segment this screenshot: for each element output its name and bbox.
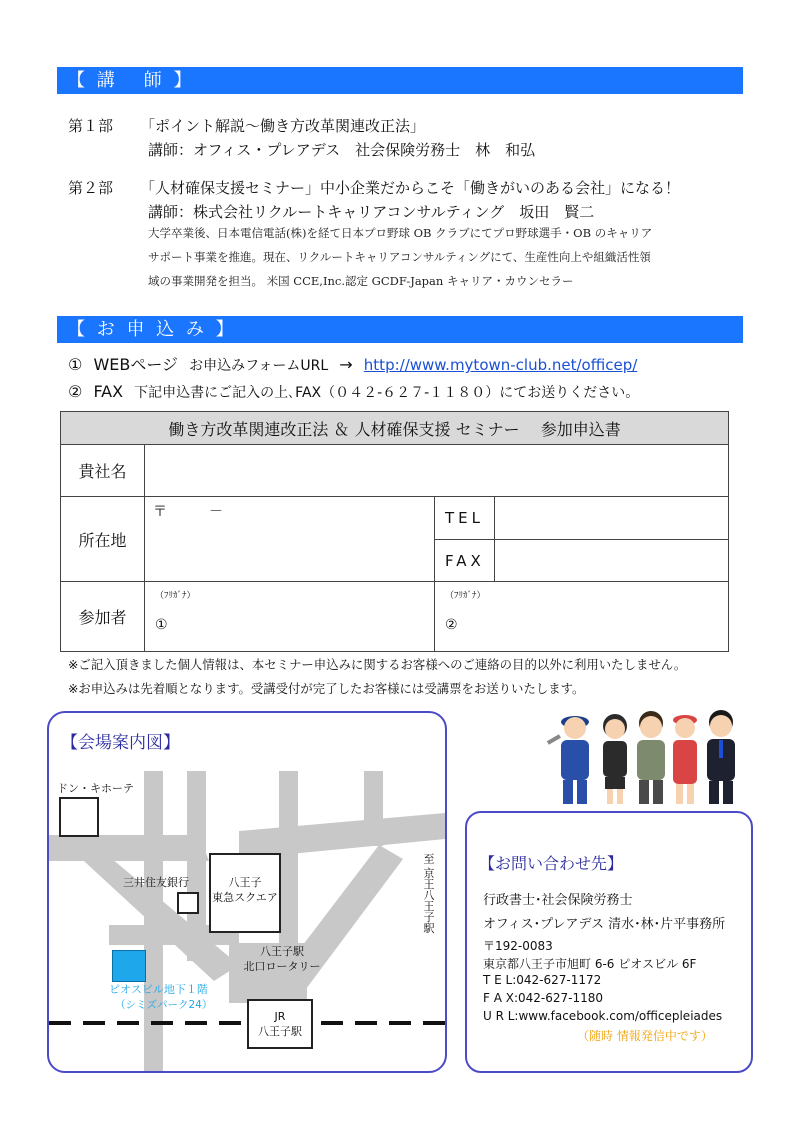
postal-mark: 〒 － <box>153 504 223 520</box>
participant-2-field[interactable] <box>435 582 729 652</box>
arrow-right-icon: → <box>339 355 353 374</box>
bank-label: 三井住友銀行 <box>123 876 189 889</box>
office-woman-figure <box>603 714 627 804</box>
apply-form-link[interactable]: http://www.mytown-club.net/officep/ <box>363 356 638 374</box>
participant-1-number: ① <box>155 617 168 633</box>
businessman-figure <box>707 710 735 804</box>
tel-label: TEL <box>435 497 495 540</box>
contact-office-name: オフィス･プレアデス 清水･林･片平事務所 <box>483 917 726 932</box>
worker-figure <box>547 716 589 804</box>
bank-building <box>177 892 199 914</box>
contact-office-type: 行政書士･社会保険労務士 <box>483 893 633 908</box>
contact-address: 東京都八王子市旭町 6-6 ピオスビル 6F <box>483 957 697 971</box>
part1-label: 第１部 <box>68 117 114 135</box>
contact-postal: 〒192-0083 <box>483 939 553 953</box>
privacy-note: ※ご記入頂きました個人情報は、本セミナー申込みに関するお客様へのご連絡の目的以外に利用いたしません。 <box>68 657 687 672</box>
first-come-note: ※お申込みは先着順となります。受講受付が完了したお客様には受講票をお送りいたします。 <box>68 681 585 696</box>
company-field[interactable] <box>145 445 729 497</box>
part2-bio-line: 大学卒業後、日本電信電話(株)を経て日本プロ野球 OB クラブにてプロ野球選手・OB のキャリア <box>148 226 653 240</box>
participant-2-number: ② <box>445 617 458 633</box>
part1-title: 「ポイント解説～働き方改革関連改正法」 <box>140 117 426 135</box>
lecturer-section-heading: 【 講 師 】 <box>57 67 743 94</box>
venue-map <box>47 711 447 1073</box>
address-label: 所在地 <box>61 497 145 582</box>
staff-illustration <box>543 700 749 808</box>
donki-building <box>59 797 99 837</box>
participant-1-field[interactable] <box>145 582 435 652</box>
contact-note: （随時 情報発信中です） <box>577 1029 713 1043</box>
contact-title: 【お問い合わせ先】 <box>479 854 624 873</box>
fax-apply-row: ② FAX 下記申込書にご記入の上､FAX（０４２-６２７-１１８０）にてお送りください。 <box>68 382 640 401</box>
furigana-label: （ﾌﾘｶﾞﾅ） <box>155 591 196 601</box>
participant-label: 参加者 <box>61 582 145 652</box>
application-form <box>60 411 729 652</box>
contact-tel: T E L:042-627-1172 <box>483 973 602 987</box>
part2-bio-line: 域の事業開発を担当。 米国 CCE,Inc.認定 GCDF-Japan キャリア・カウンセラー <box>148 274 574 288</box>
part2-title: 「人材確保支援セミナー」中小企業だからこそ「働きがいのある会社」になる！ <box>140 179 681 197</box>
part1-speaker: 講師：オフィス・プレアデス 社会保険労務士 林 和弘 <box>148 141 536 159</box>
map-title: 【会場案内図】 <box>61 733 180 753</box>
company-label: 貴社名 <box>61 445 145 497</box>
venue-sublabel: （シミズパーク24） <box>115 999 213 1011</box>
form-title: 働き方改革関連改正法 ＆ 人材確保支援 セミナー 参加申込書 <box>61 412 729 445</box>
donki-label: ドン・キホーテ <box>57 782 134 795</box>
jr-station-building: JR 八王子駅 <box>247 999 313 1049</box>
shop-woman-figure <box>673 715 697 804</box>
part2-bio-line: サポート事業を推進。現在、リクルートキャリアコンサルティングにて、生産性向上や組織活性領 <box>148 250 651 264</box>
contact-url[interactable]: U R L:www.facebook.com/officepleiades <box>483 1009 723 1023</box>
contact-fax: F A X:042-627-1180 <box>483 991 604 1005</box>
tel-field[interactable] <box>495 497 729 540</box>
fax-field[interactable] <box>495 540 729 582</box>
part2-label: 第２部 <box>68 179 114 197</box>
furigana-label: （ﾌﾘｶﾞﾅ） <box>445 591 486 601</box>
factory-man-figure <box>637 711 665 804</box>
part2-speaker: 講師：株式会社リクルートキャリアコンサルティング 坂田 賢二 <box>148 203 595 221</box>
fax-label: FAX <box>435 540 495 582</box>
tokyu-square-building: 八王子 東急スクエア <box>209 853 281 933</box>
web-apply-row: ① WEBページ お申込みフォームURL → http://www.mytown-club.net/officep/ <box>68 355 638 374</box>
address-field[interactable] <box>145 497 435 582</box>
contact-box <box>465 811 753 1073</box>
venue-label: ピオスビル地下１階 <box>109 983 208 996</box>
venue-marker <box>112 950 146 982</box>
application-section-heading: 【 お 申 込 み 】 <box>57 316 743 343</box>
north-rotary-label: 八王子駅 北口ロータリー <box>243 945 321 973</box>
keio-direction-label: 至 京王八王子駅 <box>422 853 435 934</box>
